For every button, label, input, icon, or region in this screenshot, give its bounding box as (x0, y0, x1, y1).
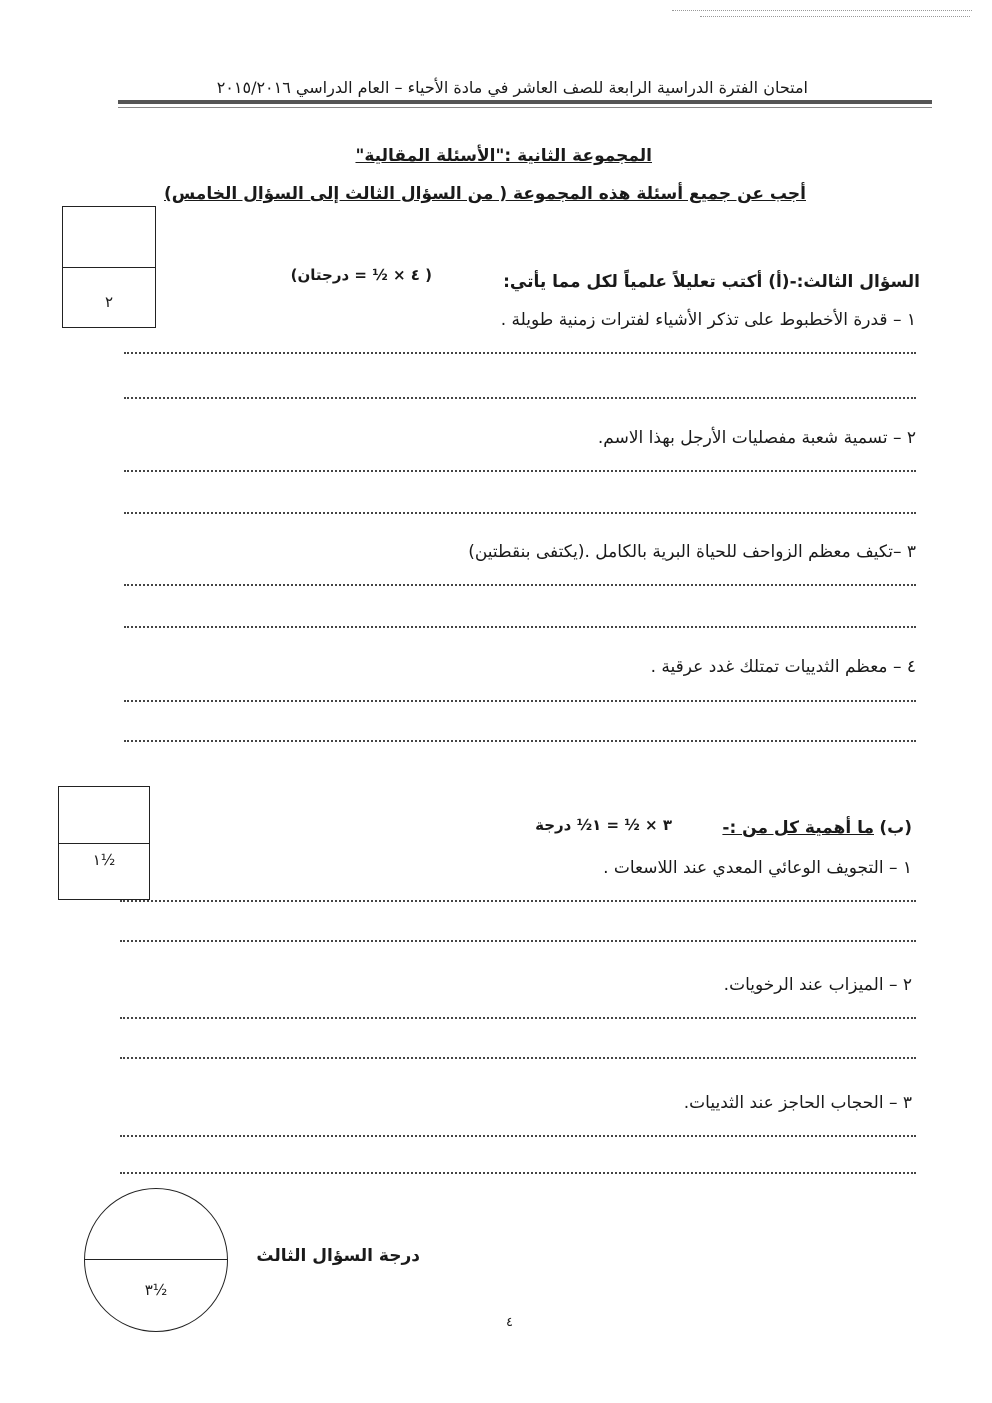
answer-line[interactable] (124, 352, 916, 354)
total-score-label: درجة السؤال الثالث (256, 1246, 420, 1266)
exam-title: امتحان الفترة الدراسية الرابعة للصف العاشر في مادة الأحياء – العام الدراسي ٢٠١٥/٢٠١٦ (216, 78, 808, 97)
score-box-divider (59, 843, 149, 844)
answer-line[interactable] (120, 1135, 916, 1137)
answer-line[interactable] (120, 940, 916, 942)
score-box-value: ٢ (104, 293, 114, 311)
answer-line[interactable] (124, 740, 916, 742)
part-b-item-3: ٣ – الحجاب الحاجز عند الثدييات. (683, 1093, 912, 1113)
score-box-divider (63, 267, 155, 268)
question3-part-a-heading: السؤال الثالث:-(أ) أكتب تعليلاً علمياً لكل مما يأتي: (503, 272, 920, 292)
part-a-item-3: ٣ –تكيف معظم الزواحف للحياة البرية بالكامل .(يكتفى بنقطتين) (468, 542, 916, 562)
part-b-marks: ٣ × ½ = ١½ درجة (535, 816, 672, 834)
header-rule-thin (118, 107, 932, 108)
total-score-circle (84, 1188, 228, 1332)
total-score-value: ٣½ (144, 1281, 168, 1299)
part-b-item-2: ٢ – الميزاب عند الرخويات. (723, 975, 912, 995)
part-a-item-4: ٤ – معظم الثدييات تمتلك غدد عرقية . (650, 657, 916, 677)
question3-part-a-marks: ( ٤ × ½ = درجتان) (290, 266, 432, 284)
group-instruction: أجب عن جميع أسئلة هذه المجموعة ( من السؤال الثالث إلى السؤال الخامس) (164, 184, 806, 204)
scan-artifact (700, 16, 970, 17)
circle-divider (85, 1259, 227, 1260)
score-box-part-b (58, 786, 150, 900)
answer-line[interactable] (124, 470, 916, 472)
part-a-item-1: ١ – قدرة الأخطبوط على تذكر الأشياء لفترات زمنية طويلة . (500, 310, 916, 330)
answer-line[interactable] (124, 700, 916, 702)
answer-line[interactable] (124, 397, 916, 399)
answer-line[interactable] (124, 512, 916, 514)
answer-line[interactable] (124, 584, 916, 586)
part-b-label: (ب) (879, 818, 912, 838)
score-box-value: ١½ (92, 851, 116, 869)
part-b-heading: ما أهمية كل من :- (722, 818, 874, 838)
scan-artifact (672, 10, 972, 11)
answer-line[interactable] (120, 1172, 916, 1174)
part-a-item-2: ٢ – تسمية شعبة مفصليات الأرجل بهذا الاسم. (597, 428, 916, 448)
part-b-item-1: ١ – التجويف الوعائي المعدي عند اللاسعات . (603, 858, 912, 878)
answer-line[interactable] (120, 900, 916, 902)
answer-line[interactable] (120, 1017, 916, 1019)
answer-line[interactable] (120, 1057, 916, 1059)
answer-line[interactable] (124, 626, 916, 628)
score-box-part-a (62, 206, 156, 328)
page-number: ٤ (506, 1315, 513, 1330)
header-rule (118, 100, 932, 104)
group-title: المجموعة الثانية :"الأسئلة المقالية" (355, 146, 652, 166)
